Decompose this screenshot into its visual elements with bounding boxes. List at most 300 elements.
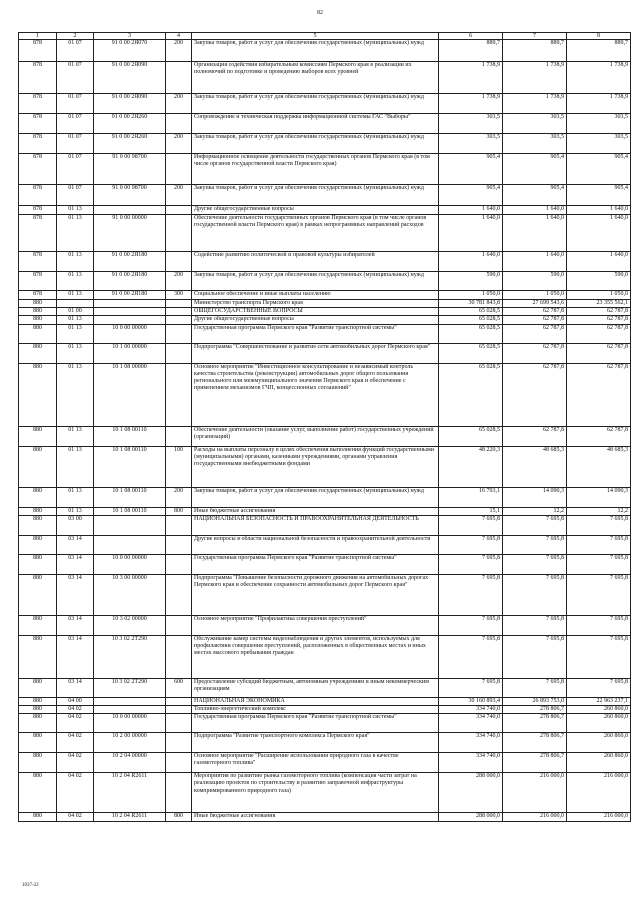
amount-year-2: 62 787,8 bbox=[503, 324, 567, 343]
section-code: 01 13 bbox=[57, 215, 94, 252]
amount-year-3: 303,5 bbox=[567, 134, 631, 154]
expense-type: 200 bbox=[166, 134, 192, 154]
amount-year-2: 27 699 543,6 bbox=[503, 300, 567, 308]
amount-year-1: 7 695,8 bbox=[439, 678, 503, 697]
table-row bbox=[19, 515, 631, 535]
amount-year-2: 905,4 bbox=[503, 154, 567, 185]
table-row bbox=[19, 554, 631, 574]
amount-year-3: 62 787,8 bbox=[567, 316, 631, 324]
section-code: 01 13 bbox=[57, 324, 94, 343]
target-article: 91 0 00 98700 bbox=[94, 185, 166, 206]
amount-year-3: 7 695,8 bbox=[567, 635, 631, 678]
amount-year-3: 62 787,8 bbox=[567, 426, 631, 446]
table-row bbox=[19, 446, 631, 487]
amount-year-2: 7 695,8 bbox=[503, 515, 567, 535]
amount-year-2: 62 787,8 bbox=[503, 343, 567, 363]
target-article bbox=[94, 316, 166, 324]
table-row bbox=[19, 324, 631, 343]
admin-code: 880 bbox=[19, 635, 57, 678]
target-article: 91 0 00 2Я260 bbox=[94, 114, 166, 134]
table-row bbox=[19, 185, 631, 206]
admin-code: 880 bbox=[19, 773, 57, 813]
description: Другие вопросы в области национальной безопасности и правоохранительной деятельности bbox=[192, 535, 439, 554]
section-code: 04 02 bbox=[57, 714, 94, 733]
amount-year-3: 260 860,0 bbox=[567, 706, 631, 714]
table-row bbox=[19, 206, 631, 215]
target-article: 10 1 08 00110 bbox=[94, 507, 166, 515]
expense-type bbox=[166, 300, 192, 308]
section-code: 01 13 bbox=[57, 252, 94, 272]
target-article: 10 3 00 00000 bbox=[94, 574, 166, 615]
expense-type bbox=[166, 635, 192, 678]
table-row bbox=[19, 813, 631, 822]
amount-year-2: 7 695,8 bbox=[503, 554, 567, 574]
amount-year-1: 65 028,5 bbox=[439, 343, 503, 363]
target-article: 10 0 00 00000 bbox=[94, 554, 166, 574]
description: Иные бюджетные ассигнования bbox=[192, 507, 439, 515]
table-row bbox=[19, 308, 631, 316]
amount-year-3: 7 695,8 bbox=[567, 574, 631, 615]
amount-year-3: 590,0 bbox=[567, 272, 631, 291]
description: Другие общегосударственные вопросы bbox=[192, 206, 439, 215]
amount-year-2: 216 000,0 bbox=[503, 773, 567, 813]
amount-year-3: 260 860,0 bbox=[567, 753, 631, 773]
admin-code: 880 bbox=[19, 574, 57, 615]
admin-code: 880 bbox=[19, 343, 57, 363]
target-article: 10 2 04 R2611 bbox=[94, 813, 166, 822]
column-number: 8 bbox=[567, 33, 631, 40]
description: Мероприятия по развитию рынка газомоторного топлива (компенсация части затрат на реализацию проектов по строительству и развитию заправочной инфраструктуры компримированного природного газа) bbox=[192, 773, 439, 813]
table-row bbox=[19, 272, 631, 291]
expense-type bbox=[166, 615, 192, 635]
amount-year-1: 48 220,3 bbox=[439, 446, 503, 487]
amount-year-3: 14 090,3 bbox=[567, 487, 631, 507]
admin-code: 878 bbox=[19, 215, 57, 252]
amount-year-2: 14 090,3 bbox=[503, 487, 567, 507]
expense-type bbox=[166, 308, 192, 316]
target-article bbox=[94, 206, 166, 215]
amount-year-3: 1 050,0 bbox=[567, 291, 631, 300]
amount-year-2: 1 640,0 bbox=[503, 215, 567, 252]
amount-year-1: 65 028,5 bbox=[439, 324, 503, 343]
section-code: 01 07 bbox=[57, 40, 94, 62]
admin-code: 880 bbox=[19, 706, 57, 714]
target-article: 91 0 00 2Я260 bbox=[94, 134, 166, 154]
amount-year-1: 7 695,8 bbox=[439, 615, 503, 635]
amount-year-1: 590,0 bbox=[439, 272, 503, 291]
description: ОБЩЕГОСУДАРСТВЕННЫЕ ВОПРОСЫ bbox=[192, 308, 439, 316]
amount-year-2: 278 806,7 bbox=[503, 706, 567, 714]
admin-code: 880 bbox=[19, 487, 57, 507]
table-row bbox=[19, 215, 631, 252]
section-code: 01 07 bbox=[57, 134, 94, 154]
amount-year-1: 1 738,9 bbox=[439, 62, 503, 94]
amount-year-2: 278 806,7 bbox=[503, 753, 567, 773]
column-number: 6 bbox=[439, 33, 503, 40]
description: Сопровождение и техническая поддержка информационной системы ГАС "Выборы" bbox=[192, 114, 439, 134]
target-article: 91 0 00 2Я090 bbox=[94, 94, 166, 114]
amount-year-1: 905,4 bbox=[439, 185, 503, 206]
admin-code: 878 bbox=[19, 154, 57, 185]
section-code: 01 13 bbox=[57, 507, 94, 515]
section-code: 01 13 bbox=[57, 316, 94, 324]
expense-type: 200 bbox=[166, 487, 192, 507]
description: Министерство транспорта Пермского края bbox=[192, 300, 439, 308]
target-article: 10 3 02 00000 bbox=[94, 615, 166, 635]
column-number: 1 bbox=[19, 33, 57, 40]
amount-year-2: 889,7 bbox=[503, 40, 567, 62]
section-code: 01 13 bbox=[57, 426, 94, 446]
section-code: 01 07 bbox=[57, 185, 94, 206]
description: Социальное обеспечение и иные выплаты населению bbox=[192, 291, 439, 300]
target-article: 10 1 08 00110 bbox=[94, 487, 166, 507]
table-row bbox=[19, 363, 631, 426]
footer-code: 1037-22 bbox=[22, 883, 39, 888]
section-code: 04 02 bbox=[57, 773, 94, 813]
amount-year-1: 7 695,8 bbox=[439, 635, 503, 678]
amount-year-3: 1 640,0 bbox=[567, 215, 631, 252]
amount-year-3: 1 640,0 bbox=[567, 252, 631, 272]
description: Топливно-энергетический комплекс bbox=[192, 706, 439, 714]
amount-year-2: 1 640,0 bbox=[503, 252, 567, 272]
description: Предоставление субсидий бюджетным, автономным учреждениям и иным некоммерческим организациям bbox=[192, 678, 439, 697]
description: Государственная программа Пермского края "Развитие транспортной системы" bbox=[192, 554, 439, 574]
amount-year-1: 334 740,0 bbox=[439, 714, 503, 733]
target-article bbox=[94, 300, 166, 308]
target-article: 10 0 00 00000 bbox=[94, 714, 166, 733]
amount-year-1: 288 000,0 bbox=[439, 813, 503, 822]
target-article: 91 0 00 98700 bbox=[94, 154, 166, 185]
column-number: 7 bbox=[503, 33, 567, 40]
amount-year-1: 15,1 bbox=[439, 507, 503, 515]
page-number: 82 bbox=[317, 10, 323, 16]
table-row bbox=[19, 426, 631, 446]
description: Основное мероприятие "Расширение использования природного газа в качестве газомоторного топлива" bbox=[192, 753, 439, 773]
amount-year-2: 62 787,8 bbox=[503, 363, 567, 426]
amount-year-2: 303,5 bbox=[503, 134, 567, 154]
expense-type: 300 bbox=[166, 291, 192, 300]
expense-type: 800 bbox=[166, 507, 192, 515]
description: Другие общегосударственные вопросы bbox=[192, 316, 439, 324]
section-code: 01 07 bbox=[57, 114, 94, 134]
amount-year-1: 65 028,5 bbox=[439, 363, 503, 426]
amount-year-3: 7 695,8 bbox=[567, 554, 631, 574]
amount-year-3: 22 963 237,1 bbox=[567, 697, 631, 705]
expense-type bbox=[166, 363, 192, 426]
target-article: 91 0 00 2Я070 bbox=[94, 40, 166, 62]
admin-code: 880 bbox=[19, 446, 57, 487]
expense-type bbox=[166, 154, 192, 185]
amount-year-3: 7 695,8 bbox=[567, 678, 631, 697]
amount-year-1: 7 695,8 bbox=[439, 535, 503, 554]
description: Подпрограмма "Повышение безопасности дорожного движения на автомобильных дорогах Пермского края и обеспечение сохранности автомобильных дорог Пермского края" bbox=[192, 574, 439, 615]
amount-year-1: 1 640,0 bbox=[439, 252, 503, 272]
section-code: 01 00 bbox=[57, 308, 94, 316]
description: Основное мероприятие "Инвестиционное консультирование и независимый контроль качества строительства (реконструкции) автомобильных дорог общего пользования регионального или межмуниципального значения Пермского края и обеспечение с применением механизмов ГЧП, концессионных соглашений" bbox=[192, 363, 439, 426]
description: Государственная программа Пермского края "Развитие транспортной системы" bbox=[192, 714, 439, 733]
section-code: 03 14 bbox=[57, 554, 94, 574]
amount-year-1: 1 738,9 bbox=[439, 94, 503, 114]
amount-year-1: 1 640,0 bbox=[439, 206, 503, 215]
description: Закупка товаров, работ и услуг для обеспечения государственных (муниципальных) нужд bbox=[192, 185, 439, 206]
expense-type: 800 bbox=[166, 813, 192, 822]
expense-type: 200 bbox=[166, 185, 192, 206]
table-row bbox=[19, 714, 631, 733]
expense-type bbox=[166, 316, 192, 324]
amount-year-3: 12,2 bbox=[567, 507, 631, 515]
amount-year-2: 62 787,8 bbox=[503, 316, 567, 324]
amount-year-1: 65 028,5 bbox=[439, 426, 503, 446]
amount-year-1: 288 000,0 bbox=[439, 773, 503, 813]
amount-year-2: 303,5 bbox=[503, 114, 567, 134]
section-code: 01 13 bbox=[57, 272, 94, 291]
expense-type bbox=[166, 62, 192, 94]
target-article: 91 0 00 00000 bbox=[94, 215, 166, 252]
target-article: 10 1 08 00000 bbox=[94, 363, 166, 426]
amount-year-3: 260 860,0 bbox=[567, 733, 631, 753]
admin-code: 880 bbox=[19, 554, 57, 574]
target-article: 10 3 02 2Т290 bbox=[94, 678, 166, 697]
section-code: 01 13 bbox=[57, 291, 94, 300]
table-row bbox=[19, 487, 631, 507]
amount-year-2: 278 806,7 bbox=[503, 733, 567, 753]
amount-year-3: 23 355 562,1 bbox=[567, 300, 631, 308]
section-code: 03 14 bbox=[57, 535, 94, 554]
section-code: 01 13 bbox=[57, 206, 94, 215]
admin-code: 878 bbox=[19, 291, 57, 300]
expense-type: 100 bbox=[166, 446, 192, 487]
table-row bbox=[19, 291, 631, 300]
admin-code: 878 bbox=[19, 62, 57, 94]
amount-year-3: 62 787,8 bbox=[567, 308, 631, 316]
expense-type bbox=[166, 753, 192, 773]
amount-year-2: 12,2 bbox=[503, 507, 567, 515]
expense-type bbox=[166, 697, 192, 705]
table-row bbox=[19, 706, 631, 714]
target-article: 91 0 00 2Я180 bbox=[94, 272, 166, 291]
expense-type bbox=[166, 554, 192, 574]
target-article bbox=[94, 308, 166, 316]
admin-code: 880 bbox=[19, 714, 57, 733]
amount-year-1: 30 781 843,8 bbox=[439, 300, 503, 308]
column-number: 3 bbox=[94, 33, 166, 40]
amount-year-2: 216 000,0 bbox=[503, 813, 567, 822]
amount-year-1: 7 695,8 bbox=[439, 515, 503, 535]
table-row bbox=[19, 615, 631, 635]
description: Иные бюджетные ассигнования bbox=[192, 813, 439, 822]
admin-code: 880 bbox=[19, 678, 57, 697]
amount-year-1: 889,7 bbox=[439, 40, 503, 62]
amount-year-3: 62 787,8 bbox=[567, 363, 631, 426]
table-row bbox=[19, 678, 631, 697]
amount-year-3: 7 695,8 bbox=[567, 615, 631, 635]
expense-type: 600 bbox=[166, 678, 192, 697]
table-row bbox=[19, 574, 631, 615]
table-row bbox=[19, 316, 631, 324]
section-code: 03 00 bbox=[57, 515, 94, 535]
table-row bbox=[19, 697, 631, 705]
column-number: 2 bbox=[57, 33, 94, 40]
expense-type: 200 bbox=[166, 40, 192, 62]
table-row bbox=[19, 94, 631, 114]
admin-code: 878 bbox=[19, 40, 57, 62]
description: Информационное освещение деятельности государственных органов Пермского края (в том числе органов государственной власти Пермского края) bbox=[192, 154, 439, 185]
admin-code: 878 bbox=[19, 185, 57, 206]
target-article bbox=[94, 706, 166, 714]
amount-year-2: 7 695,8 bbox=[503, 615, 567, 635]
section-code: 03 14 bbox=[57, 574, 94, 615]
description: НАЦИОНАЛЬНАЯ ЭКОНОМИКА bbox=[192, 697, 439, 705]
expense-type bbox=[166, 215, 192, 252]
section-code: 03 14 bbox=[57, 678, 94, 697]
amount-year-1: 1 050,0 bbox=[439, 291, 503, 300]
amount-year-2: 7 695,8 bbox=[503, 574, 567, 615]
column-number-row bbox=[19, 33, 631, 40]
target-article: 91 0 00 2Я090 bbox=[94, 62, 166, 94]
amount-year-2: 905,4 bbox=[503, 185, 567, 206]
admin-code: 880 bbox=[19, 300, 57, 308]
table-row bbox=[19, 300, 631, 308]
table-row bbox=[19, 40, 631, 62]
amount-year-3: 7 695,8 bbox=[567, 515, 631, 535]
amount-year-3: 1 738,9 bbox=[567, 62, 631, 94]
amount-year-1: 65 028,5 bbox=[439, 316, 503, 324]
amount-year-2: 1 738,9 bbox=[503, 94, 567, 114]
description: Основное мероприятие "Профилактика совершения преступлений" bbox=[192, 615, 439, 635]
expense-type bbox=[166, 206, 192, 215]
description: Закупка товаров, работ и услуг для обеспечения государственных (муниципальных) нужд bbox=[192, 272, 439, 291]
admin-code: 878 bbox=[19, 272, 57, 291]
amount-year-3: 7 695,8 bbox=[567, 535, 631, 554]
description: Закупка товаров, работ и услуг для обеспечения государственных (муниципальных) нужд bbox=[192, 94, 439, 114]
table-row bbox=[19, 535, 631, 554]
section-code: 04 02 bbox=[57, 733, 94, 753]
expense-type bbox=[166, 252, 192, 272]
admin-code: 880 bbox=[19, 813, 57, 822]
amount-year-3: 905,4 bbox=[567, 154, 631, 185]
expense-type: 200 bbox=[166, 272, 192, 291]
amount-year-1: 7 695,8 bbox=[439, 554, 503, 574]
description: Закупка товаров, работ и услуг для обеспечения государственных (муниципальных) нужд bbox=[192, 40, 439, 62]
amount-year-1: 30 160 893,4 bbox=[439, 697, 503, 705]
amount-year-3: 62 787,8 bbox=[567, 343, 631, 363]
amount-year-3: 1 738,9 bbox=[567, 94, 631, 114]
section-code: 03 14 bbox=[57, 615, 94, 635]
section-code: 04 02 bbox=[57, 753, 94, 773]
amount-year-2: 62 787,8 bbox=[503, 426, 567, 446]
admin-code: 880 bbox=[19, 515, 57, 535]
table-row bbox=[19, 733, 631, 753]
table-row bbox=[19, 134, 631, 154]
table-body bbox=[19, 40, 631, 822]
expense-type bbox=[166, 324, 192, 343]
admin-code: 878 bbox=[19, 94, 57, 114]
admin-code: 878 bbox=[19, 252, 57, 272]
amount-year-2: 7 695,8 bbox=[503, 635, 567, 678]
target-article: 91 0 00 2Я180 bbox=[94, 291, 166, 300]
amount-year-2: 62 787,8 bbox=[503, 308, 567, 316]
admin-code: 878 bbox=[19, 114, 57, 134]
amount-year-2: 1 738,9 bbox=[503, 62, 567, 94]
expense-type bbox=[166, 773, 192, 813]
admin-code: 878 bbox=[19, 134, 57, 154]
description: Расходы на выплаты персоналу в целях обеспечения выполнения функций государственными (муниципальными) органами, казенными учреждениями, органами управления государственными внебюджетными фондами bbox=[192, 446, 439, 487]
expense-type bbox=[166, 706, 192, 714]
section-code: 04 00 bbox=[57, 697, 94, 705]
table-row bbox=[19, 154, 631, 185]
admin-code: 880 bbox=[19, 507, 57, 515]
expense-type bbox=[166, 343, 192, 363]
table-row bbox=[19, 507, 631, 515]
amount-year-1: 334 740,0 bbox=[439, 753, 503, 773]
amount-year-1: 1 640,0 bbox=[439, 215, 503, 252]
description: Закупка товаров, работ и услуг для обеспечения государственных (муниципальных) нужд bbox=[192, 487, 439, 507]
target-article: 10 1 08 00110 bbox=[94, 426, 166, 446]
admin-code: 880 bbox=[19, 733, 57, 753]
expense-type bbox=[166, 733, 192, 753]
table-row bbox=[19, 773, 631, 813]
admin-code: 880 bbox=[19, 753, 57, 773]
description: Обслуживание камер системы видеонаблюдения и других элементов, используемых для профилактики совершения преступлений, расположенных в общественных местах и иных местах массового пребывания граждан bbox=[192, 635, 439, 678]
admin-code: 880 bbox=[19, 697, 57, 705]
table-row bbox=[19, 635, 631, 678]
section-code: 01 07 bbox=[57, 94, 94, 114]
description: Государственная программа Пермского края "Развитие транспортной системы" bbox=[192, 324, 439, 343]
amount-year-2: 1 050,0 bbox=[503, 291, 567, 300]
column-number: 4 bbox=[166, 33, 192, 40]
expense-type: 200 bbox=[166, 94, 192, 114]
description: Закупка товаров, работ и услуг для обеспечения государственных (муниципальных) нужд bbox=[192, 134, 439, 154]
admin-code: 880 bbox=[19, 324, 57, 343]
amount-year-3: 303,5 bbox=[567, 114, 631, 134]
amount-year-1: 7 695,8 bbox=[439, 574, 503, 615]
target-article: 10 3 02 2Т290 bbox=[94, 635, 166, 678]
target-article bbox=[94, 535, 166, 554]
section-code: 01 13 bbox=[57, 343, 94, 363]
budget-table bbox=[18, 32, 631, 822]
amount-year-3: 216 000,0 bbox=[567, 773, 631, 813]
table-row bbox=[19, 753, 631, 773]
target-article: 10 1 08 00110 bbox=[94, 446, 166, 487]
amount-year-2: 1 640,0 bbox=[503, 206, 567, 215]
amount-year-2: 278 806,7 bbox=[503, 714, 567, 733]
table-row bbox=[19, 114, 631, 134]
amount-year-1: 65 028,5 bbox=[439, 308, 503, 316]
amount-year-2: 7 695,8 bbox=[503, 678, 567, 697]
amount-year-3: 1 640,0 bbox=[567, 206, 631, 215]
expense-type bbox=[166, 515, 192, 535]
admin-code: 880 bbox=[19, 363, 57, 426]
section-code bbox=[57, 300, 94, 308]
section-code: 03 14 bbox=[57, 635, 94, 678]
target-article bbox=[94, 515, 166, 535]
description: Обеспечение деятельности (оказание услуг, выполнение работ) государственных учреждений (организаций) bbox=[192, 426, 439, 446]
amount-year-1: 334 740,0 bbox=[439, 733, 503, 753]
description: Содействие развитию политической и правовой культуры избирателей bbox=[192, 252, 439, 272]
section-code: 01 07 bbox=[57, 62, 94, 94]
amount-year-1: 334 740,0 bbox=[439, 706, 503, 714]
amount-year-3: 889,7 bbox=[567, 40, 631, 62]
section-code: 01 13 bbox=[57, 487, 94, 507]
amount-year-3: 216 000,0 bbox=[567, 813, 631, 822]
admin-code: 878 bbox=[19, 206, 57, 215]
amount-year-2: 590,0 bbox=[503, 272, 567, 291]
expense-type bbox=[166, 714, 192, 733]
target-article: 10 0 00 00000 bbox=[94, 324, 166, 343]
description: НАЦИОНАЛЬНАЯ БЕЗОПАСНОСТЬ И ПРАВООХРАНИТЕЛЬНАЯ ДЕЯТЕЛЬНОСТЬ bbox=[192, 515, 439, 535]
section-code: 04 02 bbox=[57, 813, 94, 822]
admin-code: 880 bbox=[19, 426, 57, 446]
